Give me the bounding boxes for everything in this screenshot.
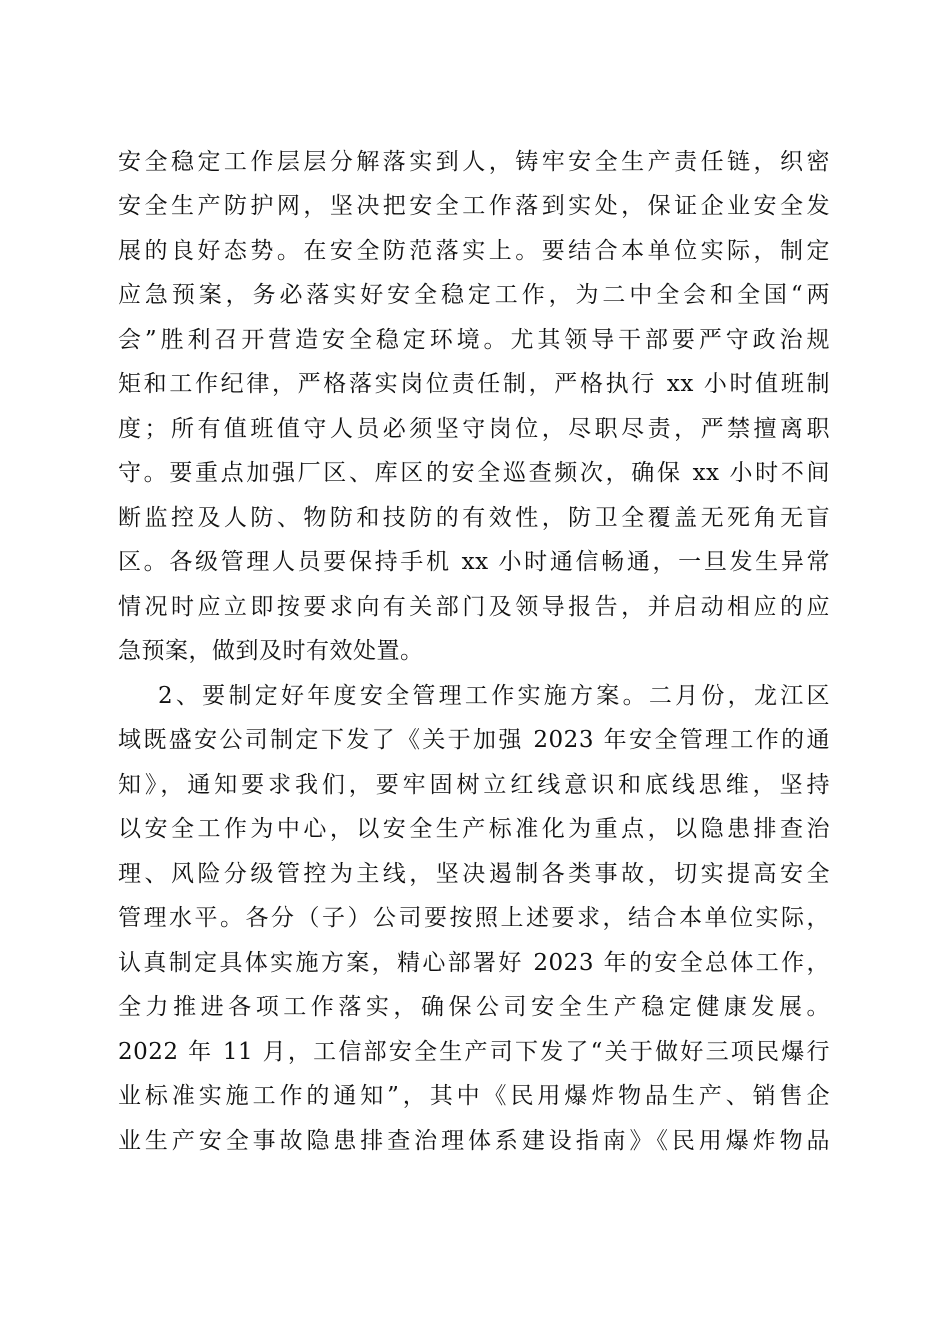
text-line: 管理水平。各分（子）公司要按照上述要求，结合本单位实际， bbox=[118, 905, 830, 931]
text-line: 急预案，做到及时有效处置。 bbox=[118, 638, 424, 664]
text-line: 2022 年 11 月，工信部安全生产司下发了“关于做好三项民爆行 bbox=[118, 1039, 830, 1065]
text-line: 认真制定具体实施方案，精心部署好 2023 年的安全总体工作， bbox=[118, 950, 830, 976]
text-line: 业生产安全事故隐患排查治理体系建设指南》《民用爆炸物品 bbox=[118, 1128, 830, 1154]
text-line: 理、风险分级管控为主线，坚决遏制各类事故，切实提高安全 bbox=[118, 861, 830, 887]
text-line: 矩和工作纪律，严格落实岗位责任制，严格执行 xx 小时值班制 bbox=[118, 371, 830, 397]
text-line: 全力推进各项工作落实，确保公司安全生产稳定健康发展。 bbox=[118, 994, 830, 1020]
text-line: 知》，通知要求我们，要牢固树立红线意识和底线思维，坚持 bbox=[118, 772, 830, 798]
text-line: 以安全工作为中心，以安全生产标准化为重点，以隐患排查治 bbox=[118, 816, 830, 842]
text-line: 应急预案，务必落实好安全稳定工作，为二中全会和全国“两 bbox=[118, 282, 830, 308]
text-line: 守。要重点加强厂区、库区的安全巡查频次，确保 xx 小时不间 bbox=[118, 460, 830, 486]
text-line: 会”胜利召开营造安全稳定环境。尤其领导干部要严守政治规 bbox=[118, 327, 830, 353]
text-line: 情况时应立即按要求向有关部门及领导报告，并启动相应的应 bbox=[118, 594, 830, 620]
text-line: 区。各级管理人员要保持手机 xx 小时通信畅通，一旦发生异常 bbox=[118, 549, 830, 575]
text-line: 展的良好态势。在安全防范落实上。要结合本单位实际，制定 bbox=[118, 238, 830, 264]
text-line: 安全生产防护网，坚决把安全工作落到实处，保证企业安全发 bbox=[118, 193, 830, 219]
text-line: 域既盛安公司制定下发了《关于加强 2023 年安全管理工作的通 bbox=[118, 727, 830, 753]
text-line: 度；所有值班值守人员必须坚守岗位，尽职尽责，严禁擅离职 bbox=[118, 416, 830, 442]
text-line: 断监控及人防、物防和技防的有效性，防卫全覆盖无死角无盲 bbox=[118, 505, 830, 531]
paragraph-start-line: 2、要制定好年度安全管理工作实施方案。二月份，龙江区 bbox=[158, 683, 830, 709]
text-line: 业标准实施工作的通知”，其中《民用爆炸物品生产、销售企 bbox=[118, 1083, 830, 1109]
text-line: 安全稳定工作层层分解落实到人，铸牢安全生产责任链，织密 bbox=[118, 149, 830, 175]
